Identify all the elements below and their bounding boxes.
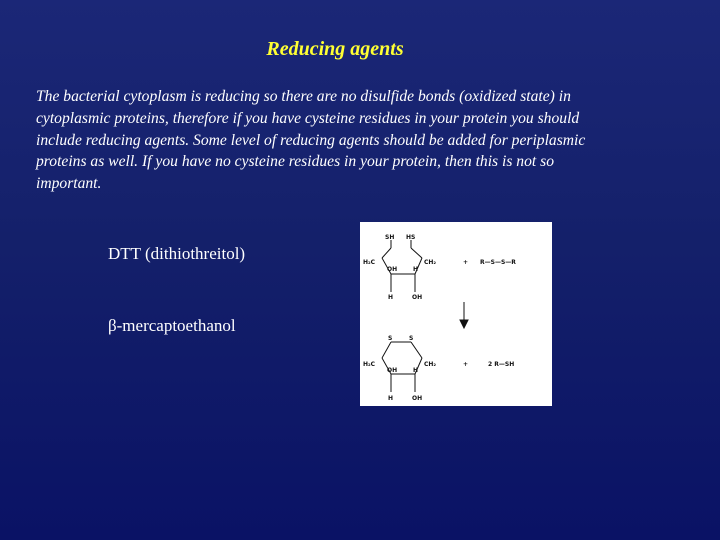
ch2-label-bottom: CH₂ — [424, 361, 437, 368]
h-inner-label-bottom: H — [413, 367, 419, 374]
agent-dtt: DTT (dithiothreitol) — [108, 244, 246, 263]
plus-sign: + — [463, 259, 469, 266]
h2c-label: H₂C — [363, 259, 376, 266]
ch2-label: CH₂ — [424, 259, 437, 266]
slide-title: Reducing agents — [266, 38, 404, 60]
h-bottom-label-bottom: H — [388, 395, 394, 402]
reaction-diagram — [360, 222, 552, 406]
reaction-arrow — [460, 302, 468, 328]
dtt-reaction-figure — [360, 222, 552, 406]
h-bottom-label: H — [388, 294, 394, 301]
oh-bottom-label-bottom: OH — [412, 395, 423, 402]
h2c-label-bottom: H₂C — [363, 361, 376, 368]
oh-bottom-label: OH — [412, 294, 423, 301]
thiol-label: 2 R—SH — [488, 361, 515, 368]
plus-sign-bottom: + — [463, 361, 469, 368]
s-left-label: S — [388, 335, 393, 342]
sh-left-label: SH — [385, 234, 395, 241]
sh-right-label: HS — [406, 234, 416, 241]
oh-inner-label-bottom: OH — [387, 367, 398, 374]
s-right-label: S — [409, 335, 414, 342]
disulfide-label: R—S—S—R — [480, 259, 516, 266]
slide-body-text: The bacterial cytoplasm is reducing so there are no disulfide bonds (oxidized state) in cytoplasmic proteins, therefore if you have cysteine residues in your protein you should include reducing agents. Some level of reducing agents should be added for periplasmic proteins as well. If you have no cysteine residues in your protein, then this is not so important. — [36, 88, 586, 193]
oh-inner-label: OH — [387, 266, 398, 273]
h-inner-label: H — [413, 266, 419, 273]
agent-beta-mercaptoethanol: β-mercaptoethanol — [108, 316, 236, 335]
